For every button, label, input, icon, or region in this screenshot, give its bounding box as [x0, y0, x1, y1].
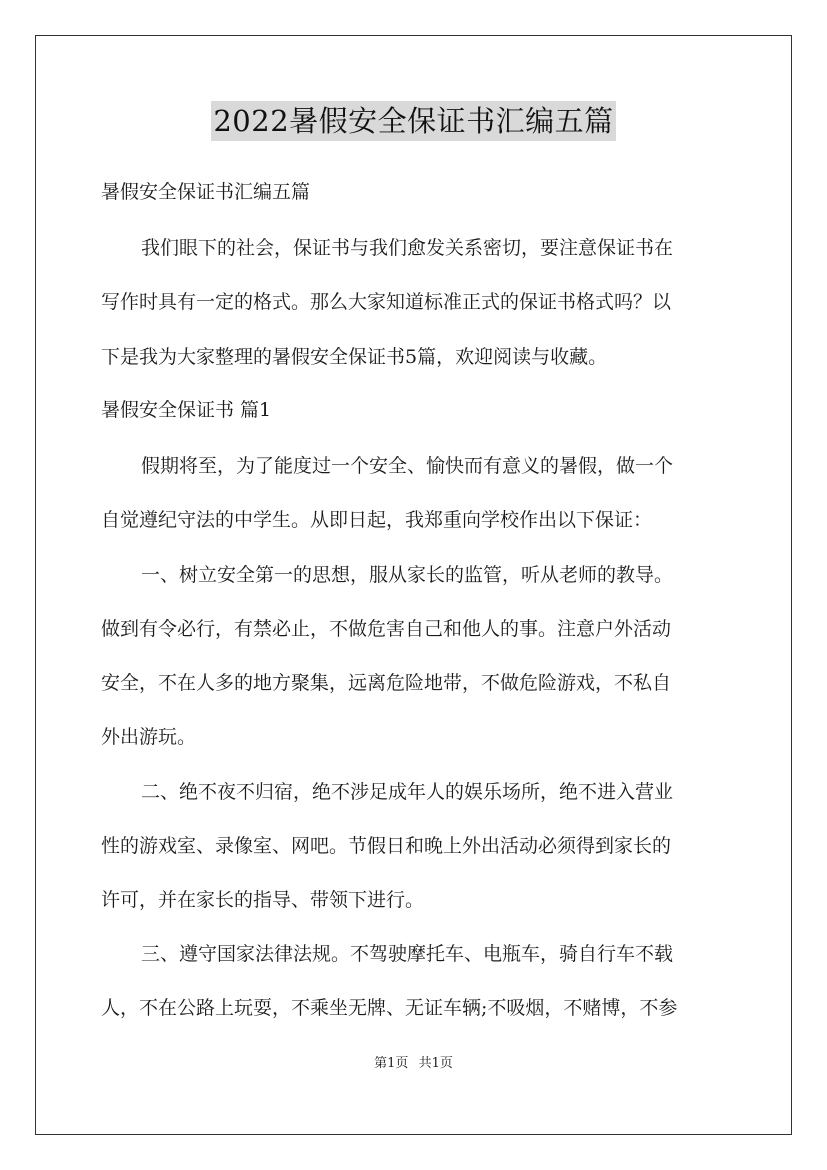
paragraph-line: 一、树立安全第一的思想，服从家长的监管，听从老师的教导。	[141, 564, 674, 586]
paragraph-line: 性的游戏室、录像室、网吧。节假日和晚上外出活动必须得到家长的	[101, 835, 672, 857]
paragraph-line: 下是我为大家整理的暑假安全保证书5篇，欢迎阅读与收藏。	[101, 346, 608, 368]
paragraph-line: 安全，不在人多的地方聚集，远离危险地带，不做危险游戏，不私自	[101, 672, 672, 694]
paragraph-line: 三、遵守国家法律法规。不驾驶摩托车、电瓶车，骑自行车不载	[141, 943, 674, 965]
section-heading: 暑假安全保证书 篇1	[101, 399, 272, 421]
paragraph-line: 自觉遵纪守法的中学生。从即日起，我郑重向学校作出以下保证：	[101, 509, 653, 531]
paragraph-line: 人，不在公路上玩耍，不乘坐无牌、无证车辆;不吸烟，不赌博，不参	[101, 997, 678, 1019]
paragraph-line: 假期将至，为了能度过一个安全、愉快而有意义的暑假，做一个	[141, 455, 674, 477]
paragraph-line: 我们眼下的社会，保证书与我们愈发关系密切，要注意保证书在	[141, 237, 674, 259]
paragraph-line: 做到有令必行，有禁必止，不做危害自己和他人的事。注意户外活动	[101, 618, 672, 640]
page-total: 共1页	[418, 1056, 453, 1071]
paragraph-line: 外出游玩。	[101, 726, 197, 748]
paragraph-line: 写作时具有一定的格式。那么大家知道标准正式的保证书格式吗？以	[101, 291, 672, 313]
title-container	[0, 101, 827, 141]
document-title: 2022暑假安全保证书汇编五篇	[211, 101, 615, 141]
page-footer	[0, 1055, 827, 1073]
subtitle-line: 暑假安全保证书汇编五篇	[101, 181, 311, 203]
paragraph-line: 二、绝不夜不归宿，绝不涉足成年人的娱乐场所，绝不进入营业	[141, 781, 674, 803]
page-number: 第1页	[374, 1056, 409, 1071]
paragraph-line: 许可，并在家长的指导、带领下进行。	[101, 889, 425, 911]
